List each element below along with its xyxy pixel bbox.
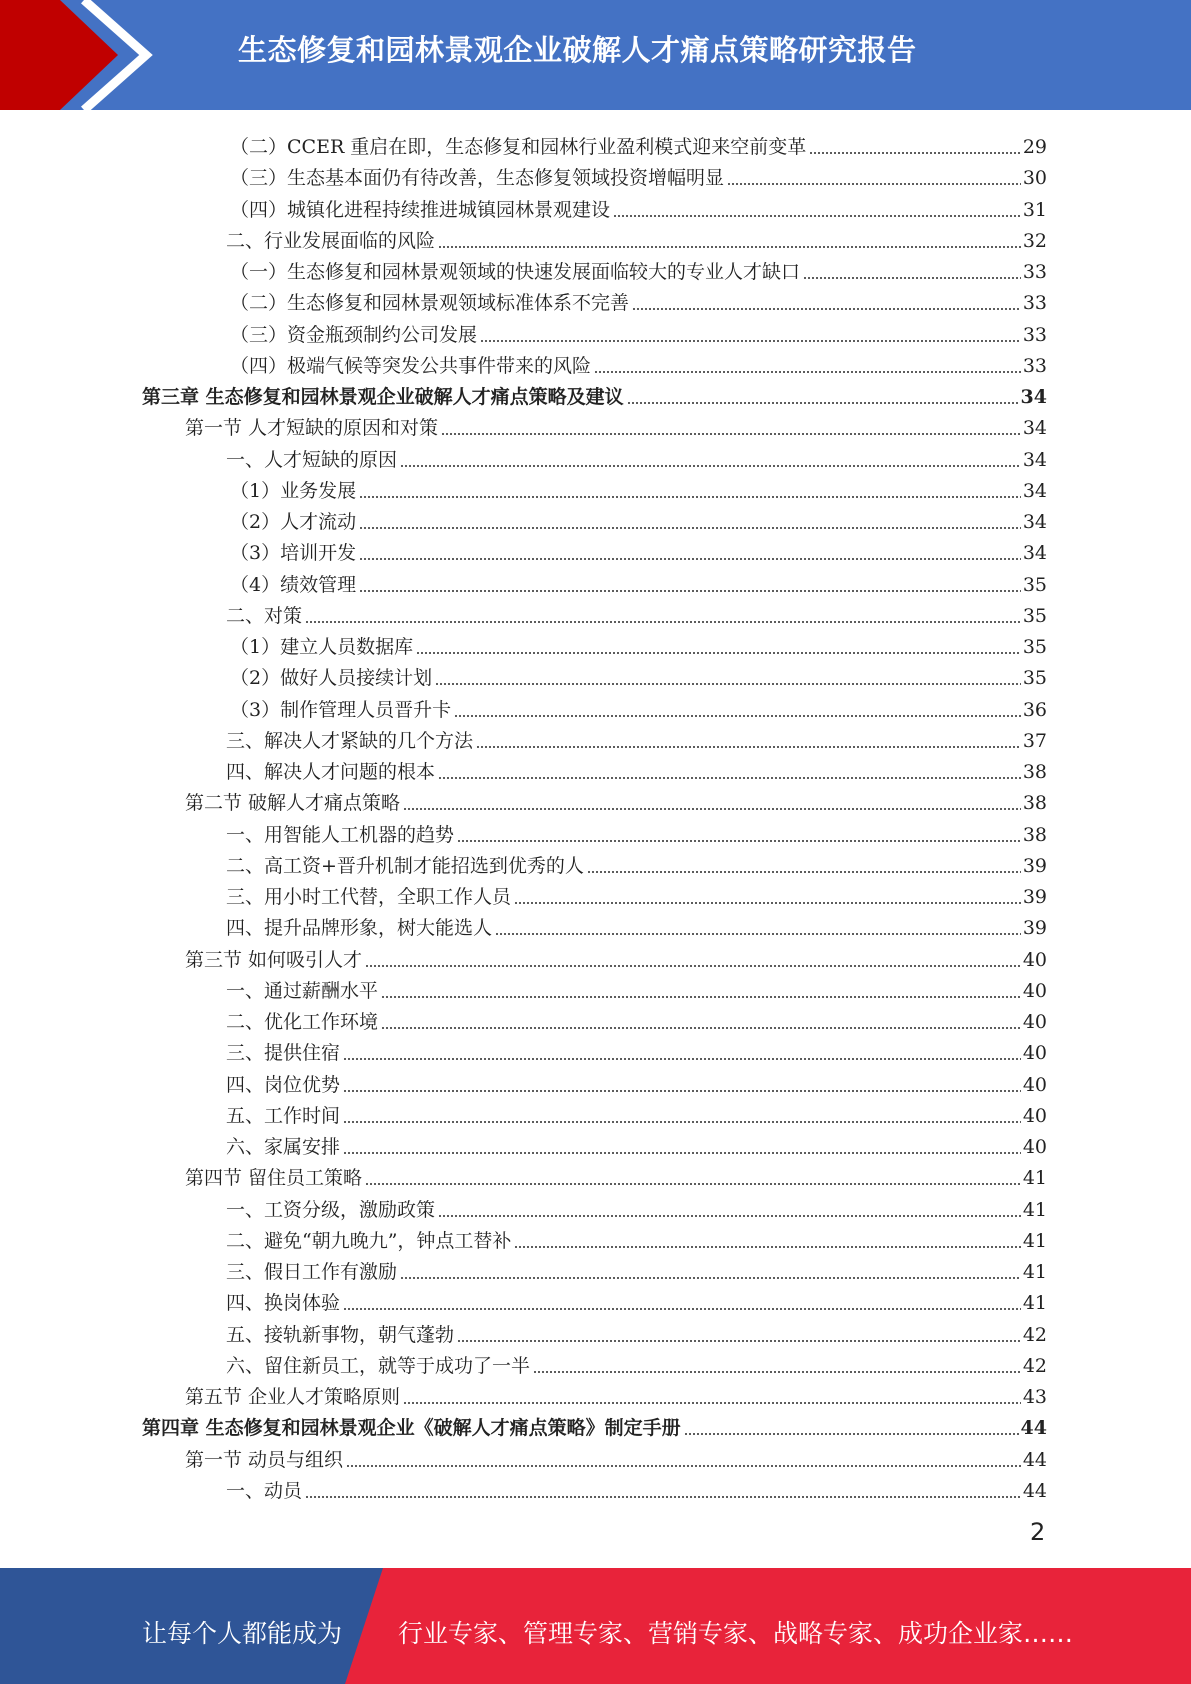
toc-dot-leader — [803, 277, 1021, 279]
toc-dot-leader — [514, 902, 1021, 904]
toc-entry-page: 34 — [1022, 417, 1047, 440]
toc-entry-page: 41 — [1022, 1261, 1047, 1283]
toc-dot-leader — [359, 558, 1021, 560]
toc-entry-title: （二）生态修复和园林景观领域标准体系不完善 — [230, 292, 630, 315]
toc-dot-leader — [381, 996, 1021, 998]
toc-entry[interactable] — [230, 472, 1047, 503]
toc-entry-page: 33 — [1022, 354, 1047, 377]
toc-entry[interactable] — [230, 316, 1047, 347]
toc-dot-leader — [305, 1496, 1021, 1498]
toc-entry-page: 40 — [1022, 1136, 1047, 1158]
toc-entry-title: （四）城镇化进程持续推进城镇园林景观建设 — [230, 198, 611, 221]
toc-dot-leader — [438, 777, 1021, 779]
toc-entry[interactable] — [185, 784, 1047, 815]
toc-dot-leader — [359, 527, 1021, 529]
toc-dot-leader — [359, 590, 1021, 592]
toc-entry[interactable] — [226, 878, 1047, 909]
toc-entry-page: 39 — [1022, 917, 1047, 940]
toc-dot-leader — [587, 871, 1021, 873]
toc-dot-leader — [359, 496, 1021, 498]
toc-entry[interactable] — [185, 941, 1047, 972]
toc-entry-title: 五、接轨新事物，朝气蓬勃 — [226, 1323, 455, 1346]
toc-entry[interactable] — [230, 159, 1047, 190]
toc-entry-page: 40 — [1022, 1011, 1047, 1033]
toc-entry[interactable] — [230, 659, 1047, 690]
toc-entry-title: （2）人才流动 — [230, 511, 357, 533]
toc-entry[interactable] — [185, 1159, 1047, 1190]
toc-entry-title: 一、人才短缺的原因 — [226, 448, 398, 471]
toc-entry[interactable] — [226, 1097, 1047, 1128]
toc-dot-leader — [594, 371, 1021, 373]
toc-entry-page: 41 — [1022, 1229, 1047, 1252]
toc-dot-leader — [809, 152, 1021, 154]
toc-entry-title: 第四章 生态修复和园林景观企业《破解人才痛点策略》制定手册 — [142, 1417, 681, 1440]
document-title: 生态修复和园林景观企业破解人才痛点策略研究报告 — [238, 33, 917, 67]
toc-entry-page: 35 — [1022, 604, 1047, 627]
toc-entry-title: （一）生态修复和园林景观领域的快速发展面临较大的专业人才缺口 — [230, 261, 801, 283]
toc-entry-page: 44 — [1022, 1448, 1047, 1471]
toc-entry[interactable] — [230, 691, 1047, 722]
toc-entry[interactable] — [226, 972, 1047, 1003]
toc-entry-page: 41 — [1022, 1292, 1047, 1315]
toc-entry-page: 34 — [1022, 448, 1047, 471]
toc-entry[interactable] — [226, 1066, 1047, 1097]
toc-entry-title: （3）培训开发 — [230, 542, 357, 565]
toc-entry-title: （1）建立人员数据库 — [230, 636, 414, 658]
toc-entry[interactable] — [226, 222, 1047, 253]
toc-entry[interactable] — [226, 1253, 1047, 1284]
toc-entry[interactable] — [226, 1191, 1047, 1222]
toc-entry-title: （三）生态基本面仍有待改善，生态修复领域投资增幅明显 — [230, 167, 725, 190]
toc-dot-leader — [454, 715, 1021, 717]
toc-entry-page: 38 — [1022, 792, 1047, 815]
page-footer — [0, 1568, 1191, 1684]
toc-entry[interactable] — [226, 1034, 1047, 1065]
toc-entry[interactable] — [226, 753, 1047, 784]
toc-dot-leader — [457, 840, 1021, 842]
toc-dot-leader — [343, 1090, 1021, 1092]
toc-entry-title: 四、提升品牌形象，树大能选人 — [226, 917, 493, 940]
toc-entry-title: 一、用智能人工机器的趋势 — [226, 823, 455, 846]
toc-entry[interactable] — [230, 253, 1047, 284]
toc-dot-leader — [343, 1308, 1021, 1310]
toc-entry[interactable] — [230, 128, 1047, 159]
toc-dot-leader — [727, 183, 1021, 185]
toc-entry-page: 34 — [1022, 479, 1047, 502]
toc-entry-title: 第五节 企业人才策略原则 — [185, 1386, 401, 1408]
toc-entry-page: 39 — [1022, 886, 1047, 908]
toc-entry-title: 六、家属安排 — [226, 1136, 341, 1158]
toc-dot-leader — [403, 1402, 1021, 1404]
toc-entry-page: 31 — [1022, 198, 1047, 221]
toc-entry-title: （二）CCER 重启在即，生态修复和园林行业盈利模式迎来空前变革 — [230, 136, 807, 158]
toc-entry-title: 四、解决人才问题的根本 — [226, 761, 436, 783]
toc-entry-title: 二、对策 — [226, 604, 303, 627]
toc-dot-leader — [495, 933, 1021, 935]
toc-entry-title: 第二节 破解人才痛点策略 — [185, 792, 401, 815]
toc-entry[interactable] — [185, 1441, 1047, 1472]
toc-dot-leader — [403, 808, 1021, 810]
toc-entry-title: 三、解决人才紧缺的几个方法 — [226, 729, 474, 752]
toc-entry-title: 二、优化工作环境 — [226, 1011, 379, 1033]
toc-entry-page: 40 — [1022, 1104, 1047, 1127]
toc-entry-title: 四、岗位优势 — [226, 1073, 341, 1096]
page-header — [0, 0, 1191, 110]
toc-entry-page: 42 — [1022, 1354, 1047, 1377]
footer-slogan-right: 行业专家、管理专家、营销专家、战略专家、成功企业家…… — [398, 1619, 1074, 1648]
toc-entry-title: （四）极端气候等突发公共事件带来的风险 — [230, 354, 592, 377]
toc-dot-leader — [381, 1027, 1021, 1029]
toc-entry-page: 35 — [1022, 636, 1047, 658]
toc-entry-title: 二、避免“朝九晚九”，钟点工替补 — [226, 1229, 512, 1252]
toc-entry-page: 30 — [1022, 167, 1047, 190]
toc-entry[interactable] — [226, 816, 1047, 847]
toc-entry-title: 六、留住新员工，就等于成功了一半 — [226, 1354, 531, 1377]
toc-entry-page: 35 — [1022, 573, 1047, 596]
toc-dot-leader — [514, 1246, 1020, 1248]
toc-entry-title: 二、高工资+晋升机制才能招选到优秀的人 — [226, 854, 584, 877]
toc-entry-page: 40 — [1022, 1073, 1047, 1096]
toc-dot-leader — [533, 1371, 1021, 1373]
toc-entry-title: 第三章 生态修复和园林景观企业破解人才痛点策略及建议 — [142, 386, 624, 408]
toc-dot-leader — [438, 1215, 1021, 1217]
toc-dot-leader — [346, 1465, 1021, 1467]
toc-entry-title: 第一节 人才短缺的原因和对策 — [185, 417, 439, 440]
toc-entry-page: 41 — [1022, 1198, 1047, 1221]
toc-entry-page: 35 — [1022, 667, 1047, 690]
toc-dot-leader — [343, 1152, 1021, 1154]
toc-entry-page: 38 — [1022, 823, 1047, 846]
toc-dot-leader — [627, 402, 1019, 404]
toc-entry-title: 第四节 留住员工策略 — [185, 1167, 363, 1190]
toc-dot-leader — [400, 465, 1021, 467]
toc-entry-title: 二、行业发展面临的风险 — [226, 229, 436, 252]
toc-entry[interactable] — [226, 909, 1047, 940]
toc-entry-title: 一、通过薪酬水平 — [226, 979, 379, 1002]
toc-entry[interactable] — [230, 191, 1047, 222]
toc-dot-leader — [457, 1340, 1021, 1342]
toc-entry-title: 第三节 如何吸引人才 — [185, 948, 363, 971]
toc-entry-title: （三）资金瓶颈制约公司发展 — [230, 323, 478, 346]
toc-entry[interactable] — [226, 1128, 1047, 1159]
toc-dot-leader — [343, 1058, 1021, 1060]
toc-entry-title: 一、动员 — [226, 1479, 303, 1502]
toc-entry-page: 33 — [1022, 323, 1047, 346]
toc-entry[interactable] — [226, 597, 1047, 628]
toc-entry[interactable] — [226, 1316, 1047, 1347]
toc-entry-title: 第一节 动员与组织 — [185, 1448, 344, 1471]
toc-entry-title: 三、提供住宿 — [226, 1042, 341, 1065]
toc-entry[interactable] — [226, 1347, 1047, 1378]
toc-entry-title: （3）制作管理人员晋升卡 — [230, 698, 452, 721]
page-number: 2 — [1030, 1518, 1046, 1546]
toc-dot-leader — [400, 1277, 1021, 1279]
toc-entry-page: 32 — [1022, 229, 1047, 252]
toc-entry-page: 40 — [1022, 948, 1047, 971]
toc-entry[interactable] — [226, 1003, 1047, 1034]
toc-entry-title: （4）绩效管理 — [230, 573, 357, 596]
toc-entry-page: 34 — [1022, 542, 1047, 565]
toc-dot-leader — [632, 308, 1021, 310]
toc-entry-page: 43 — [1022, 1386, 1047, 1408]
toc-entry-page: 34 — [1020, 386, 1047, 408]
toc-entry-title: 三、用小时工代替，全职工作人员 — [226, 886, 512, 908]
toc-entry-title: 一、工资分级，激励政策 — [226, 1198, 436, 1221]
toc-dot-leader — [480, 340, 1021, 342]
toc-entry-page: 44 — [1020, 1417, 1047, 1440]
toc-entry[interactable] — [185, 409, 1047, 440]
toc-entry[interactable] — [226, 441, 1047, 472]
toc-entry-title: 三、假日工作有激励 — [226, 1261, 398, 1283]
toc-entry-page: 40 — [1022, 979, 1047, 1002]
toc-entry[interactable] — [230, 347, 1047, 378]
toc-entry-page: 33 — [1022, 261, 1047, 283]
toc-dot-leader — [613, 215, 1021, 217]
toc-entry-page: 41 — [1022, 1167, 1047, 1190]
toc-entry[interactable] — [230, 628, 1047, 659]
toc-dot-leader — [365, 1183, 1021, 1185]
toc-entry[interactable] — [226, 847, 1047, 878]
toc-dot-leader — [416, 652, 1021, 654]
toc-dot-leader — [438, 246, 1021, 248]
toc-dot-leader — [684, 1433, 1019, 1435]
toc-dot-leader — [365, 965, 1021, 967]
toc-entry[interactable] — [226, 1284, 1047, 1315]
toc-dot-leader — [343, 1121, 1021, 1123]
footer-slogan-left: 让每个人都能成为 — [142, 1619, 343, 1648]
toc-entry-title: 四、换岗体验 — [226, 1292, 341, 1315]
toc-dot-leader — [435, 683, 1021, 685]
toc-entry-page: 37 — [1022, 729, 1047, 752]
toc-entry-title: 五、工作时间 — [226, 1104, 341, 1127]
toc-chapter-entry[interactable] — [142, 378, 1047, 409]
toc-entry[interactable] — [230, 503, 1047, 534]
toc-entry-page: 34 — [1022, 511, 1047, 533]
toc-entry-title: （2）做好人员接续计划 — [230, 667, 433, 690]
toc-entry[interactable] — [226, 722, 1047, 753]
toc-entry[interactable] — [230, 566, 1047, 597]
toc-entry-title: （1）业务发展 — [230, 479, 357, 502]
toc-entry-page: 40 — [1022, 1042, 1047, 1065]
toc-entry-page: 33 — [1022, 292, 1047, 315]
toc-entry[interactable] — [226, 1222, 1047, 1253]
toc-entry-page: 38 — [1022, 761, 1047, 783]
toc-entry-page: 44 — [1022, 1479, 1047, 1502]
toc-entry[interactable] — [185, 1378, 1047, 1409]
toc-dot-leader — [476, 746, 1021, 748]
toc-entry[interactable] — [230, 534, 1047, 565]
toc-entry-page: 36 — [1022, 698, 1047, 721]
toc-dot-leader — [441, 433, 1021, 435]
toc-entry-page: 29 — [1022, 136, 1047, 158]
toc-chapter-entry[interactable] — [142, 1409, 1047, 1440]
toc-dot-leader — [305, 621, 1021, 623]
toc-entry[interactable] — [226, 1472, 1047, 1503]
toc-entry-page: 39 — [1022, 854, 1047, 877]
toc-entry-page: 42 — [1022, 1323, 1047, 1346]
toc-entry[interactable] — [230, 284, 1047, 315]
